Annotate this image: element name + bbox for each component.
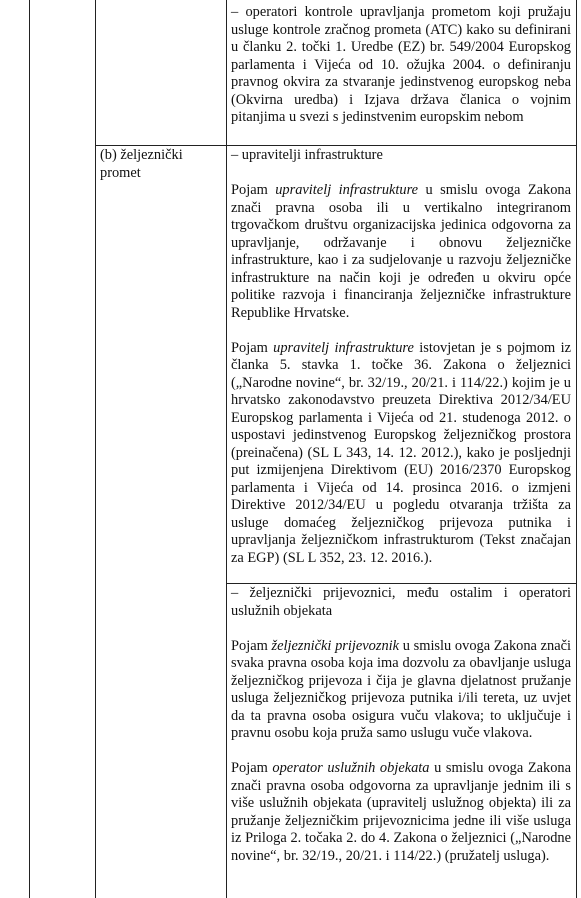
- table-border-left: [29, 0, 30, 898]
- paragraph: Pojam upravitelj infrastrukture u smislu ovoga Zakona znači pravna osoba ili u vertikalno integriranom trgovačkom društvu organizacijska jedinica odgovorna za upravljanje, održavanje i obnovu željezničke infrastrukture, kao i za sudjelovanje u razvoju željezničke infrastrukture na način koji je određen u okviru opće politike razvoja i financiranja željezničke infrastrukture Republike Hrvatske.: [231, 182, 571, 321]
- table-border-right: [576, 0, 577, 898]
- row-label-railway: (b) željeznički promet: [100, 147, 183, 181]
- paragraph: Pojam upravitelj infrastrukture istovjetan je s pojmom iz članka 5. stavka 1. točke 36. Zakona o željeznici („Narodne novine“, br. 32/19., 20/21. i 114/22.) kojim je u hrvatsko zakonodavstvo preuzeta Direktiva 2012/34/EU Europskog parlamenta i Vijeća od 21. studenoga 2012. o uspostavi jedinstvenog Europskog željezničkog prostora (preinačena) (SL L 343, 14. 12. 2012.), kako je posljednji put izmijenjena Direktivom (EU) 2016/2370 Europskog parlamenta i Vijeća od 14. prosinca 2016. o izmjeni Direktive 2012/34/EU u pogledu otvaranja tržišta za usluge domaćeg željezničkog prijevoza putnika i upravljanja željezničkom infrastrukturom (Tekst značajan za EGP) (SL L 352, 23. 12. 2016.).: [231, 339, 571, 566]
- paragraph: Pojam željeznički prijevoznik u smislu ovoga Zakona znači svaka pravna osoba koja ima dozvolu za obavljanje usluga željezničkog prijevoza i čija je glavna djelatnost pružanje usluga željezničkog prijevoza putnika i/ili tereta, uz uvjet da ta pravna osoba osigura vuču vlakova; to uključuje i pravnu osobu koja pruža samo uslugu vuče vlakova.: [231, 637, 571, 741]
- column-divider-1: [95, 0, 96, 898]
- paragraph: Pojam operator uslužnih objekata u smislu ovoga Zakona znači pravna osoba odgovorna za upravljanje jednim ili s više uslužnih objekata (upravitelj uslužnog objekta) ili za pružanje željezničkim prijevoznicima jedne ili više usluga iz Priloga 2. točaka 2. do 4. Zakona o željeznici („Narodne novine“, br. 32/19., 20/21. i 114/22.) (pružatelj usluga).: [231, 760, 571, 864]
- paragraph: – operatori kontrole upravljanja prometom koji pružaju usluge kontrole zračnog prometa (ATC) kako su definirani u članku 2. točki 1. Uredbe (EZ) br. 549/2004 Europskog parlamenta i Vijeća od 10. ožujka 2004. o definiranju pravnog okvira za stvaranje jedinstvenog europskog neba (Okvirna uredba) i Izjava država članica o vojnim pitanjima u svezi s jedinstvenim europskim nebom: [231, 4, 571, 125]
- paragraph: – željeznički prijevoznici, među ostalim i operatori uslužnih objekata: [231, 585, 571, 619]
- column-divider-2: [226, 0, 227, 898]
- row-divider-1: [95, 145, 577, 146]
- row-text-cell: [231, 585, 571, 865]
- paragraph: – upravitelji infrastrukture: [231, 147, 383, 163]
- row-text-cell: [231, 4, 571, 127]
- row-text-cell: [231, 147, 571, 567]
- row-divider-2: [226, 583, 577, 584]
